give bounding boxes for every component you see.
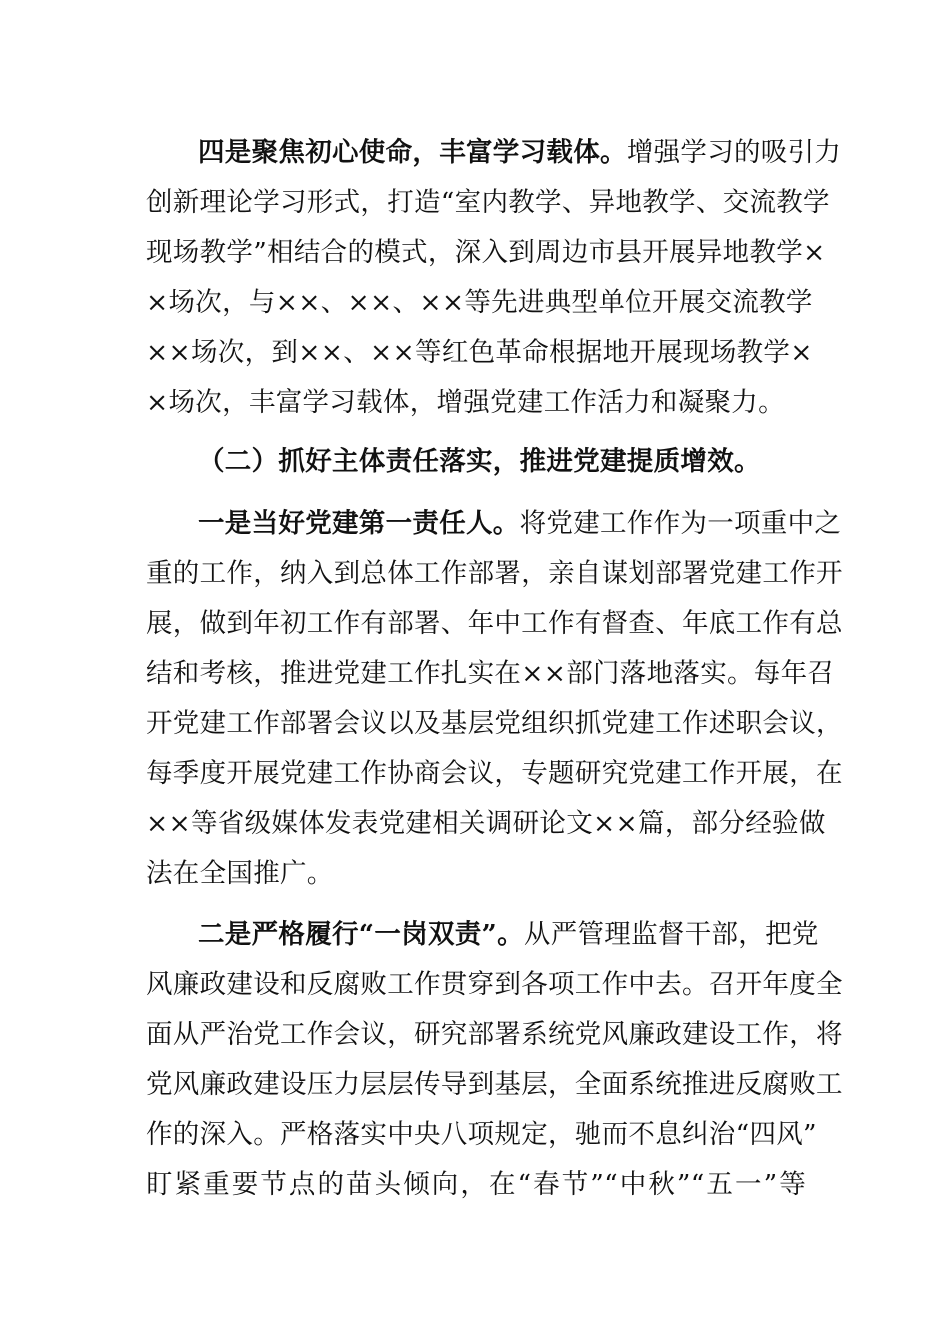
paragraph-1-lead: 一是当好党建第一责任人。 xyxy=(198,508,520,539)
paragraph-2-first-line xyxy=(198,915,819,955)
paragraph-1-first-line-rest: 将党建工作作为一项重中之 xyxy=(519,508,842,539)
section-2-heading: （二）抓好主体责任落实，推进党建提质增效。 xyxy=(198,446,761,477)
paragraph-4-line: ××场次，到××、××等红色革命根据地开展现场教学× xyxy=(146,337,813,368)
paragraph-4-first-line xyxy=(198,133,842,173)
paragraph-2-line: 党风廉政建设压力层层传导到基层，全面系统推进反腐败工 xyxy=(146,1069,843,1100)
paragraph-2-line: 面从严治党工作会议，研究部署系统党风廉政建设工作，将 xyxy=(146,1019,843,1050)
paragraph-1-line: 每季度开展党建工作协商会议，专题研究党建工作开展，在 xyxy=(146,758,843,789)
paragraph-4-line: 创新理论学习形式，打造“室内教学、异地教学、交流教学 xyxy=(146,187,830,218)
paragraph-1-line: 展，做到年初工作有部署、年中工作有督查、年底工作有总 xyxy=(146,608,843,639)
paragraph-4-line: ×场次，与××、××、××等先进典型单位开展交流教学 xyxy=(146,287,813,318)
paragraph-4-lead: 四是聚焦初心使命，丰富学习载体。 xyxy=(198,137,627,168)
paragraph-1-line: 结和考核，推进党建工作扎实在××部门落地落实。每年召 xyxy=(146,658,835,689)
paragraph-4-first-line-rest: 增强学习的吸引力 xyxy=(626,137,842,168)
paragraph-2-line: 风廉政建设和反腐败工作贯穿到各项工作中去。召开年度全 xyxy=(146,969,843,1000)
paragraph-4-last-line: ×场次，丰富学习载体，增强党建工作活力和凝聚力。 xyxy=(146,387,785,418)
paragraph-1-first-line xyxy=(198,504,842,544)
paragraph-1-last-line: 法在全国推广。 xyxy=(146,858,334,889)
paragraph-1-line: 重的工作，纳入到总体工作部署，亲自谋划部署党建工作开 xyxy=(146,558,843,589)
paragraph-1-line: 开党建工作部署会议以及基层党组织抓党建工作述职会议， xyxy=(146,708,843,739)
paragraph-4-line: 现场教学”相结合的模式，深入到周边市县开展异地教学× xyxy=(146,237,826,268)
paragraph-2-first-line-rest: 从严管理监督干部，把党 xyxy=(523,919,819,950)
paragraph-2-lead: 二是严格履行“一岗双责”。 xyxy=(198,919,524,950)
paragraph-2-line: 盯紧重要节点的苗头倾向，在“春节”“中秋”“五一”等 xyxy=(146,1169,806,1200)
paragraph-1-line: ××等省级媒体发表党建相关调研论文××篇，部分经验做 xyxy=(146,808,826,839)
paragraph-2-line: 作的深入。严格落实中央八项规定，驰而不息纠治“四风” xyxy=(146,1119,817,1150)
